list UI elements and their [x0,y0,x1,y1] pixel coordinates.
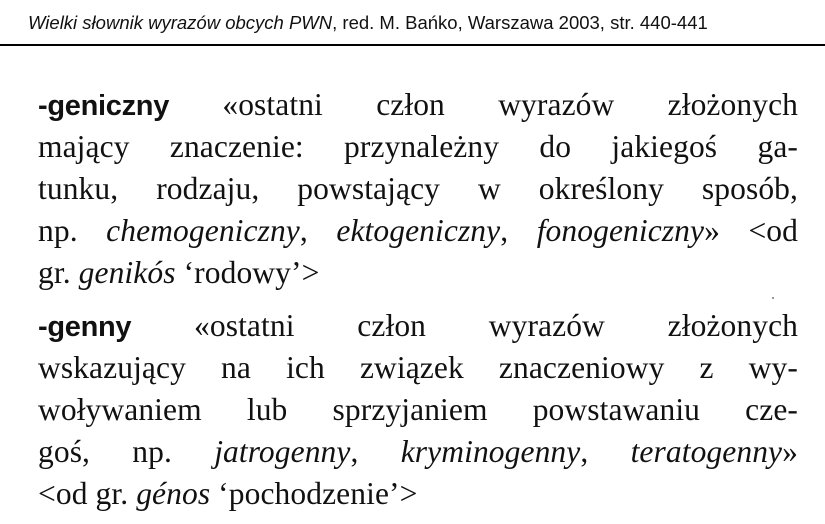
example-word: chemogeniczny [106,213,300,248]
entry-line [38,168,798,210]
etymology-text: gr. [38,255,79,290]
definition-text: wskazujący na ich związek znaczeniowy z wy- [38,350,798,385]
example-word: fonogeniczny [536,213,705,248]
etymology-word: genikós [78,255,176,290]
etymology-text: <od gr. [38,476,137,511]
definition-text: » <od [704,213,799,248]
example-word: teratogenny [630,434,783,469]
entry-line [38,389,798,431]
source-title: Wielki słownik wyrazów obcych PWN [28,12,333,33]
entry-line [38,84,798,126]
entry-line [38,305,798,347]
punctuation: , [580,434,631,469]
example-word: ektogeniczny [336,213,501,248]
definition-text: goś, np. [38,434,215,469]
definition-text: np. [38,213,107,248]
definition-text: tunku, rodzaju, powstający w określony sposób, [38,171,798,206]
dictionary-entry-genny [38,305,798,515]
entry-line [38,347,798,389]
dictionary-entry-geniczny [38,84,798,294]
entry-headword: -geniczny [38,90,170,122]
entry-line [38,252,798,294]
example-word: kryminogenny [400,434,581,469]
scan-speck [772,297,774,299]
punctuation: , [500,213,537,248]
example-word: jatrogenny [214,434,351,469]
punctuation: , [350,434,401,469]
definition-text: «ostatni człon wyrazów złożonych [131,308,798,343]
entry-headword: -genny [38,311,132,343]
entry-line [38,431,798,473]
entry-line [38,210,798,252]
source-caption [0,0,825,46]
definition-text: mający znaczenie: przynależny do jakiegoś ga- [38,129,798,164]
definition-text: «ostatni człon wyrazów złożonych [169,87,798,122]
entry-line [38,126,798,168]
etymology-text: ‘rodowy’> [175,255,320,290]
etymology-word: génos [136,476,211,511]
punctuation: , [299,213,337,248]
entry-line [38,473,798,515]
source-details: , red. M. Bańko, Warszawa 2003, str. 440-441 [332,12,708,33]
definition-text: » [782,434,798,469]
etymology-text: ‘pochodzenie’> [210,476,418,511]
definition-text: woływaniem lub sprzyjaniem powstawaniu cze- [38,392,798,427]
